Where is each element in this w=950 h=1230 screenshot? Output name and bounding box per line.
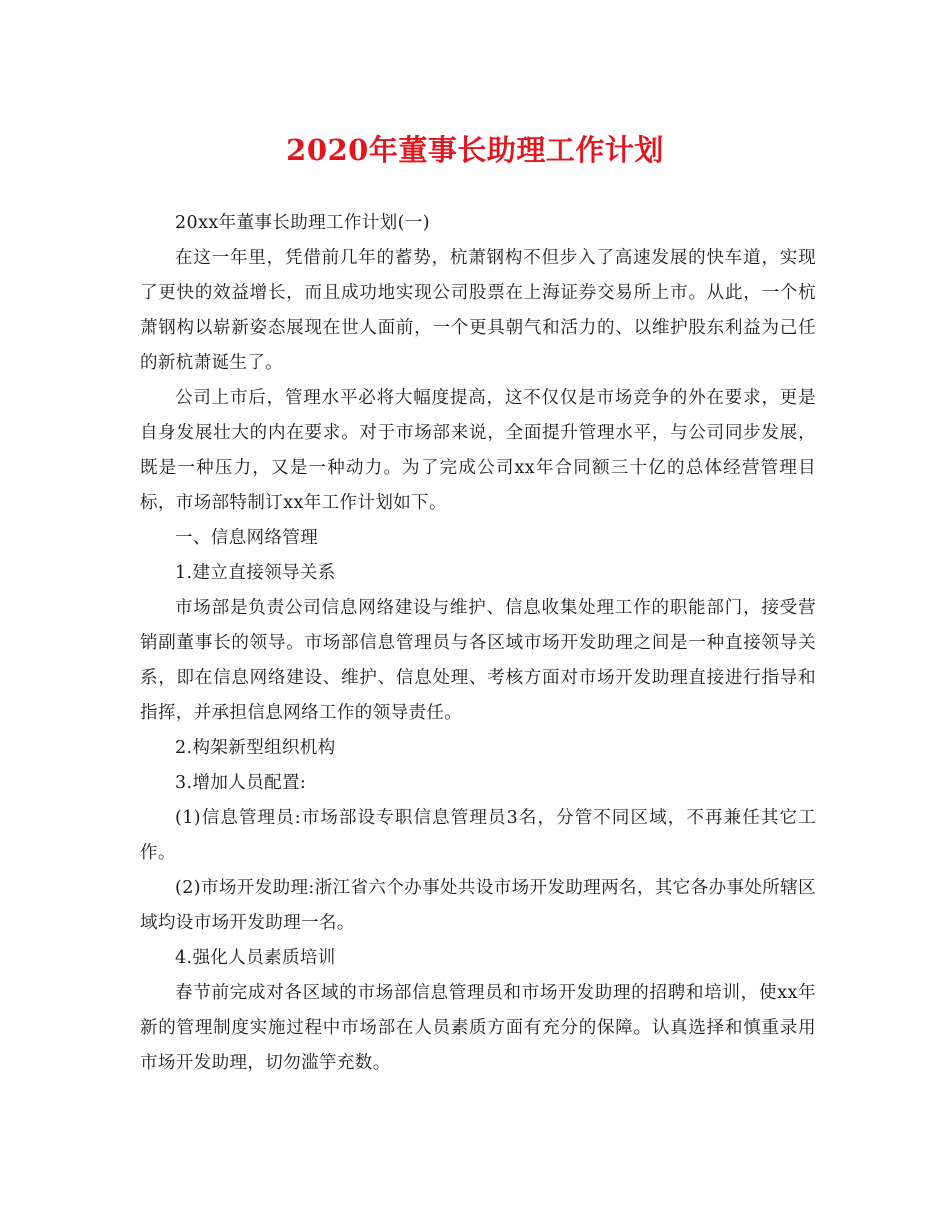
- subheading-organization: 2.构架新型组织机构: [175, 738, 336, 758]
- paragraph-leadership-relation: 市场部是负责公司信息网络建设与维护、信息收集处理工作的职能部门，接受营销副董事长的领导。市场部信息管理员与各区域市场开发助理之间是一种直接领导关系，即在信息网络建设、维护、信息处理、考核方面对市场开发助理直接进行指导和指挥，并承担信息网络工作的领导责任。: [140, 598, 816, 723]
- paragraph-management-goal: 公司上市后，管理水平必将大幅度提高，这不仅仅是市场竞争的外在要求，更是自身发展壮大的内在要求。对于市场部来说，全面提升管理水平，与公司同步发展，既是一种压力，又是一种动力。为了完成公司xx年合同额三十亿的总体经营管理目标，市场部特制订xx年工作计划如下。: [140, 388, 816, 513]
- document-title: 2020年董事长助理工作计划: [286, 133, 664, 167]
- subheading-staffing: 3.增加人员配置:: [175, 773, 307, 793]
- list-item-market-assistant: (2)市场开发助理:浙江省六个办事处共设市场开发助理两名，其它各办事处所辖区域均设市场开发助理一名。: [140, 878, 816, 933]
- paragraph-plan-heading: 20xx年董事长助理工作计划(一): [175, 213, 430, 233]
- list-item-information-manager: (1)信息管理员:市场部设专职信息管理员3名，分管不同区域，不再兼任其它工作。: [140, 808, 816, 863]
- section-heading-information-network: 一、信息网络管理: [175, 528, 319, 548]
- paragraph-intro: 在这一年里，凭借前几年的蓄势，杭萧钢构不但步入了高速发展的快车道，实现了更快的效益增长，而且成功地实现公司股票在上海证券交易所上市。从此，一个杭萧钢构以崭新姿态展现在世人面前，一个更具朝气和活力的、以维护股东利益为己任的新杭萧诞生了。: [140, 248, 816, 373]
- paragraph-training: 春节前完成对各区域的市场部信息管理员和市场开发助理的招聘和培训，使xx年新的管理制度实施过程中市场部在人员素质方面有充分的保障。认真选择和慎重录用市场开发助理，切勿滥竽充数。: [140, 983, 816, 1073]
- document-body: [140, 206, 816, 1081]
- subheading-training: 4.强化人员素质培训: [175, 948, 336, 968]
- subheading-leadership-relation: 1.建立直接领导关系: [175, 563, 336, 583]
